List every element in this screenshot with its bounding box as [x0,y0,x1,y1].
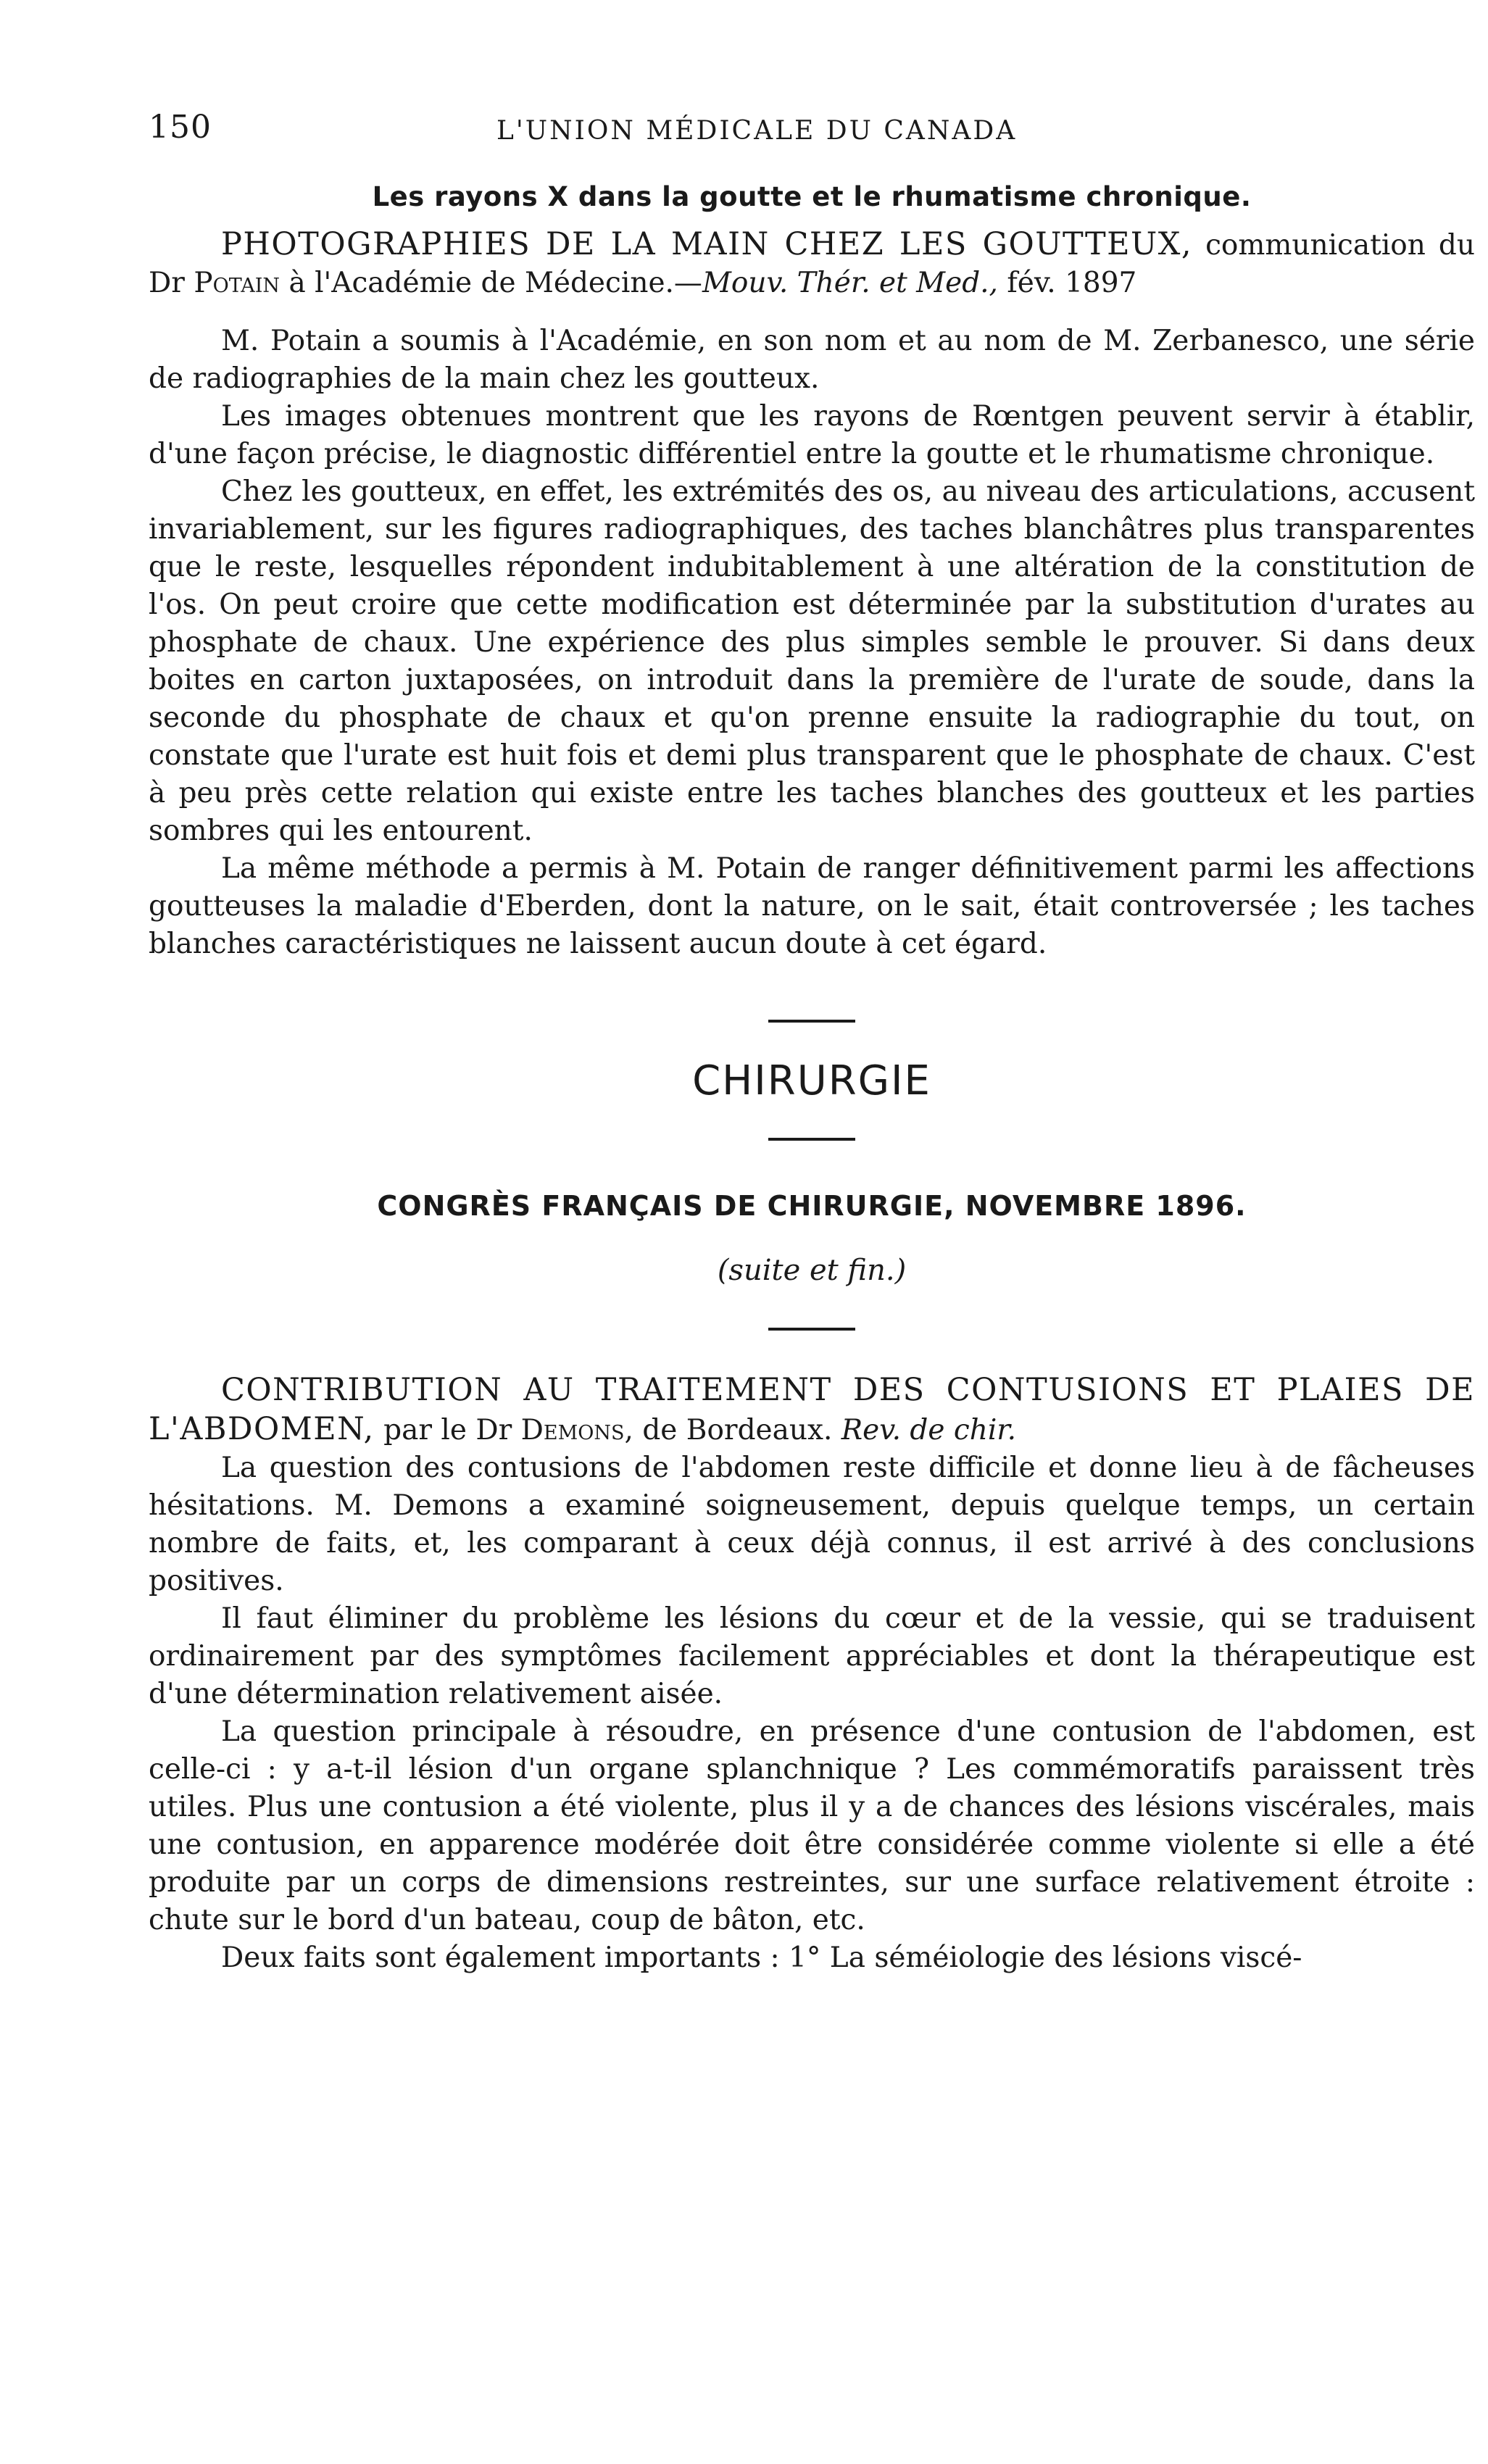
citation-caps-title: PHOTOGRAPHIES DE LA MAIN CHEZ LES GOUTTEUX, [221,226,1193,262]
paragraph: Il faut éliminer du problème les lésions du cœur et de la vessie, qui se traduisent ordinairement par des symptômes facilement appréciables et dont la thérapeutique est d'une détermination relativement aisée. [149,1602,1475,1710]
article-title-contribution [149,1371,1475,1449]
citation-date: fév. 1897 [1007,267,1137,299]
separator-rule [768,1020,855,1023]
paragraph: Les images obtenues montrent que les rayons de Rœntgen peuvent servir à établir, d'une façon précise, le diagnostic différentiel entre la goutte et le rhumatisme chronique. [149,400,1475,470]
paragraph: La même méthode a permis à M. Potain de ranger définitivement parmi les affections goutteuses la maladie d'Eberden, dont la nature, on le sait, était controversée ; les taches blanches caractéristiques ne laissent aucun doute à cet égard. [149,852,1475,960]
section-heading-chirurgie: CHIRURGIE [692,1057,931,1104]
separator-rule [768,1328,855,1331]
contribution-journal: Rev. de chir. [841,1414,1017,1447]
page-number: 150 [149,109,212,146]
article-title-rayons-x: Les rayons X dans la goutte et le rhumatisme chronique. [372,181,1252,212]
separator-rule [768,1138,855,1141]
citation-pre: communication du Dr [149,229,1475,299]
paragraph: La question principale à résoudre, en présence d'une contusion de l'abdomen, est celle-ci : y a-t-il lésion d'un organe splanchnique ? Les commémoratifs paraissent très utiles. Plus une contusion a été violente, plus il y a de chances des lésions viscérales, mais une contusion, en apparence modérée doit être considérée comme violente si elle a été produite par un corps de dimensions restreintes, sur une surface relativement étroite : chute sur le bord d'un bateau, coup de bâton, etc. [149,1715,1475,1936]
paragraph: M. Potain a soumis à l'Académie, en son nom et au nom de M. Zerbanesco, une série de radiographies de la main chez les goutteux. [149,325,1475,395]
contribution-post: de Bordeaux. [642,1414,833,1447]
citation-mid: à l'Académie de Médecine.— [288,267,702,299]
article-citation [149,225,1475,302]
journal-title: L'UNION MÉDICALE DU CANADA [496,116,1018,146]
contribution-caps-title: CONTRIBUTION AU TRAITEMENT DES CONTUSIONS ET PLAIES DE L'ABDOMEN, [149,1372,1475,1447]
paragraph: Chez les goutteux, en effet, les extrémités des os, au niveau des articulations, accusent invariablement, sur les figures radiographiques, des taches blanchâtres plus transparentes que le reste, lesquelles répondent indubitablement à une altération de la constitution de l'os. On peut croire que cette modification est déterminée par la substitution d'urates au phosphate de chaux. Une expérience des plus simples semble le prouver. Si dans deux boites en carton juxtaposées, on introduit dans la première de l'urate de soude, dans la seconde du phosphate de chaux et qu'on prenne ensuite la radiographie du tout, on constate que l'urate est huit fois et demi plus transparent que le phosphate de chaux. C'est à peu près cette relation qui existe entre les taches blanches des goutteux et les parties sombres qui les entourent. [149,475,1475,847]
congress-heading: CONGRÈS FRANÇAIS DE CHIRURGIE, NOVEMBRE 1896. [377,1190,1247,1222]
document-page [149,109,1475,1977]
paragraph: La question des contusions de l'abdomen reste difficile et donne lieu à de fâcheuses hésitations. M. Demons a examiné soigneusement, depuis quelque temps, un certain nombre de faits, et, les comparant à ceux déjà connus, il est arrivé à des conclusions positives. [149,1452,1475,1597]
contribution-pre: par le Dr [383,1414,512,1447]
paragraph: Deux faits sont également importants : 1° La séméiologie des lésions viscé- [221,1941,1302,1974]
contribution-author: Demons, [520,1414,633,1447]
suite-et-fin: (suite et fin.) [717,1254,907,1287]
citation-author: Potain [194,267,280,299]
citation-journal: Mouv. Thér. et Med., [702,267,998,299]
running-head [149,109,1475,167]
